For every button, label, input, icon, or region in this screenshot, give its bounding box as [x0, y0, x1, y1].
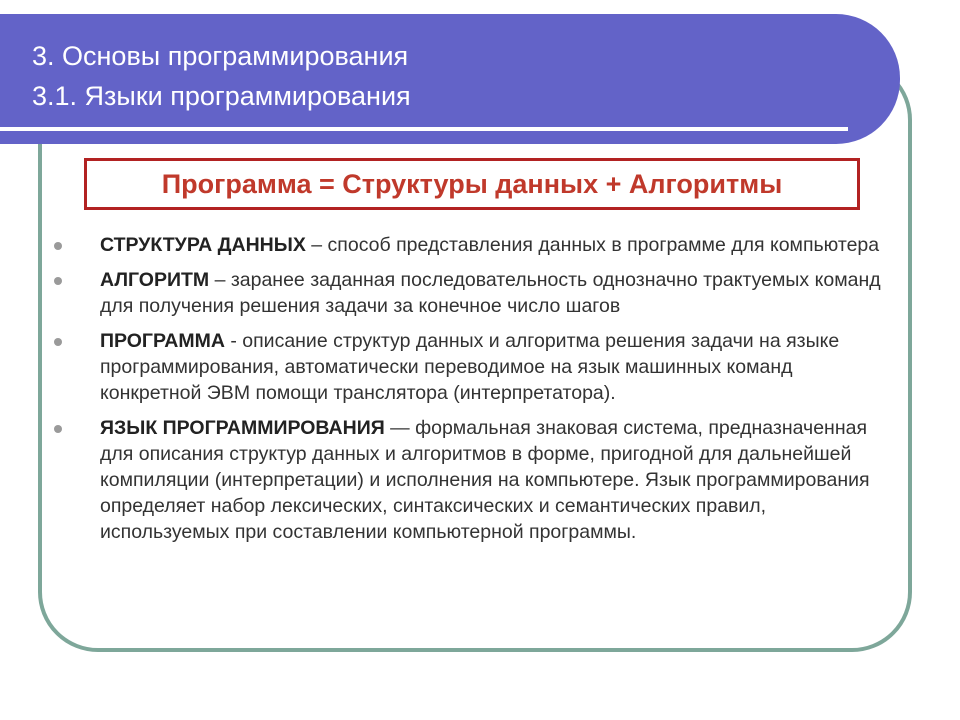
- bullet-icon: [54, 338, 62, 346]
- term-definition: - описание структур данных и алгоритма решения задачи на языке программирования, автоматически переводимое на язык машинных команд конкретной ЭВМ помощи транслятора (интерпретатора).: [100, 330, 840, 404]
- list-item: [48, 232, 898, 258]
- list-item: [48, 267, 898, 319]
- term-definition: – заранее заданная последовательность однозначно трактуемых команд для получения решения задачи за конечное число шагов: [100, 269, 881, 317]
- term-label: ЯЗЫК ПРОГРАММИРОВАНИЯ: [100, 417, 385, 439]
- slide-title: 3. Основы программирования: [32, 41, 409, 71]
- title-divider: [0, 127, 848, 131]
- bullet-icon: [54, 425, 62, 433]
- list-item: [48, 415, 898, 545]
- definition-list: [48, 232, 898, 554]
- bullet-icon: [54, 277, 62, 285]
- formula-box: [84, 158, 860, 210]
- term-definition: — формальная знаковая система, предназначенная для описания структур данных и алгоритмов в форме, пригодной для дальнейшей компиляции (интерпретации) и исполнения на компьютере. Язык программирования определяет набор лексических, синтаксических и семантических правил, используемых при составлении компьютерной программы.: [100, 417, 870, 543]
- slide-subtitle: 3.1. Языки программирования: [32, 81, 411, 111]
- title-banner: [0, 14, 900, 144]
- term-label: СТРУКТУРА ДАННЫХ: [100, 234, 306, 256]
- term-definition: – способ представления данных в программе для компьютера: [305, 234, 880, 256]
- bullet-icon: [54, 242, 62, 250]
- term-label: АЛГОРИТМ: [100, 269, 210, 291]
- formula-text: Программа = Структуры данных + Алгоритмы: [161, 168, 783, 199]
- term-label: ПРОГРАММА: [100, 330, 225, 352]
- list-item: [48, 328, 898, 406]
